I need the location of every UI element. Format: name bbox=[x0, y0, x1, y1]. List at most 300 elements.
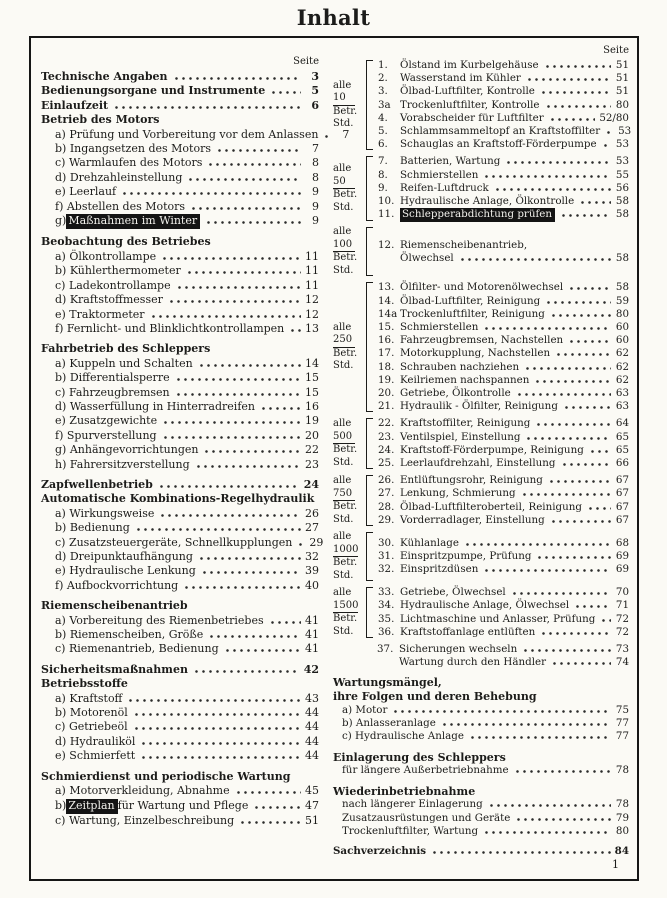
dot-leader bbox=[431, 851, 611, 854]
entry-label: Getriebe, Ölwechsel bbox=[400, 586, 506, 599]
interval-items bbox=[378, 537, 629, 577]
dot-leader bbox=[203, 450, 301, 453]
toc-subentry bbox=[41, 458, 319, 472]
item-number: 13. bbox=[378, 281, 395, 294]
page-ref: 5 bbox=[311, 84, 319, 98]
page-ref: 73 bbox=[615, 642, 629, 655]
entry-label: a) Ölkontrollampe bbox=[55, 249, 157, 263]
entry-label: a) Wirkungsweise bbox=[55, 506, 155, 520]
item-number: 36. bbox=[378, 625, 395, 638]
heading-line: Riemenscheibenantrieb bbox=[41, 599, 188, 613]
page-ref: 14 bbox=[305, 356, 319, 370]
dot-leader bbox=[121, 192, 301, 195]
maintenance-item bbox=[377, 643, 629, 656]
item-number: 28. bbox=[378, 500, 395, 513]
maintenance-item bbox=[378, 125, 632, 138]
entry-label: c) Warmlaufen des Motors bbox=[55, 156, 203, 170]
maintenance-items bbox=[377, 643, 629, 669]
page-ref: 26 bbox=[305, 506, 319, 520]
dot-leader bbox=[323, 135, 331, 138]
page-ref: 65 bbox=[615, 443, 629, 456]
entry-label: e) Schmierfett bbox=[55, 749, 136, 763]
entry-label: Zusatzausrüstungen und Geräte bbox=[342, 811, 511, 824]
item-number: 10. bbox=[378, 195, 395, 208]
interval-label bbox=[333, 163, 366, 214]
entry-label: a) Motorverkleidung, Abnahme bbox=[55, 784, 230, 798]
toc-subentry bbox=[41, 357, 319, 371]
interval-label-line: Std. bbox=[333, 118, 354, 130]
seite-column-header-left: Seite bbox=[293, 56, 319, 67]
entry-label: Bedienungsorgane und Instrumente bbox=[41, 84, 266, 98]
maintenance-item bbox=[378, 334, 629, 347]
maintenance-item bbox=[378, 586, 629, 599]
interval-label-line: 1000 bbox=[333, 544, 358, 558]
dot-leader bbox=[551, 662, 611, 665]
dot-leader bbox=[579, 201, 611, 204]
page-ref: 62 bbox=[615, 373, 629, 386]
two-column-layout bbox=[39, 43, 632, 879]
page-ref: 67 bbox=[615, 474, 629, 487]
section-heading bbox=[41, 342, 319, 356]
entry-label: Trockenluftfilter, Reinigung bbox=[400, 307, 545, 320]
entry-label: Schmierstellen bbox=[400, 321, 479, 334]
toc-entry-bold bbox=[41, 663, 319, 677]
toc-subentry bbox=[41, 720, 319, 734]
dot-leader bbox=[270, 91, 301, 94]
entry-label: b) Motorenöl bbox=[55, 706, 128, 720]
toc-subentry bbox=[41, 735, 319, 749]
page-ref: 12 bbox=[305, 307, 319, 321]
dot-leader bbox=[511, 592, 611, 595]
entry-label: Zapfwellenbetrieb bbox=[41, 477, 153, 491]
entry-label: Ölfilter- und Motorenölwechsel bbox=[400, 281, 564, 294]
dot-leader bbox=[483, 175, 611, 178]
interval-label-line: Std. bbox=[333, 264, 354, 276]
section-heading bbox=[41, 599, 319, 613]
maintenance-item bbox=[378, 112, 629, 125]
interval-label bbox=[333, 80, 366, 131]
dot-leader bbox=[483, 569, 611, 572]
dot-leader bbox=[175, 393, 301, 396]
toc-subentry bbox=[41, 507, 319, 521]
page-ref: 44 bbox=[305, 706, 319, 720]
dot-leader bbox=[515, 818, 611, 821]
item-number: 12. bbox=[378, 238, 395, 251]
entry-label: Vorabscheider für Luftfilter bbox=[400, 111, 544, 124]
page-ref: 66 bbox=[615, 457, 629, 470]
page-ref: 11 bbox=[305, 264, 319, 278]
interval-label-line: Std. bbox=[333, 201, 354, 213]
toc-right-column bbox=[333, 43, 632, 879]
page-ref: 52/80 bbox=[599, 111, 629, 124]
interval-label-line: 750 bbox=[333, 488, 355, 502]
entry-label: Hydraulische Anlage, Ölwechsel bbox=[400, 599, 570, 612]
item-number: 4. bbox=[378, 111, 388, 124]
toc-subentry bbox=[333, 764, 629, 777]
maintenance-item bbox=[378, 308, 629, 321]
toc-subentry bbox=[41, 142, 319, 156]
interval-label-line: Betr. bbox=[333, 444, 358, 456]
entry-label: f) Fernlicht- und Blinklichtkontrollampen bbox=[55, 321, 285, 335]
entry-label: a) Kuppeln und Schalten bbox=[55, 356, 193, 370]
toc-subentry bbox=[41, 371, 319, 385]
section-heading bbox=[41, 235, 319, 249]
maintenance-item bbox=[378, 501, 629, 514]
page-ref: 51 bbox=[615, 72, 629, 85]
entry-label: b) Ingangsetzen des Motors bbox=[55, 142, 211, 156]
toc-subentry bbox=[41, 564, 319, 578]
item-number: 26. bbox=[378, 474, 395, 487]
highlighted-text: Maßnahmen im Winter bbox=[66, 214, 200, 229]
dot-leader bbox=[224, 649, 301, 652]
dot-leader bbox=[560, 214, 611, 217]
seite-column-header-right: Seite bbox=[603, 45, 629, 56]
dot-leader bbox=[516, 393, 611, 396]
interval-label-line: alle bbox=[333, 418, 352, 430]
interval-label-line: Std. bbox=[333, 360, 354, 372]
page-ref: 53 bbox=[618, 125, 632, 138]
toc-subentry bbox=[41, 521, 319, 535]
page-ref: 80 bbox=[615, 98, 629, 111]
interval-items bbox=[378, 59, 632, 151]
toc-subentry bbox=[41, 250, 319, 264]
entry-label: a) Kraftstoff bbox=[55, 691, 123, 705]
entry-label: b) Differentialsperre bbox=[55, 371, 170, 385]
heading-line: Einlagerung des Schleppers bbox=[333, 750, 506, 764]
dot-leader bbox=[545, 105, 611, 108]
maintenance-item bbox=[378, 195, 629, 208]
toc-subentry bbox=[333, 798, 629, 811]
interval-label-line: 50 bbox=[333, 176, 355, 190]
entry-label: Leerlaufdrehzahl, Einstellung bbox=[400, 457, 556, 470]
page-ref: 60 bbox=[615, 321, 629, 334]
page-ref: 8 bbox=[312, 156, 319, 170]
toc-subentry bbox=[41, 200, 319, 214]
page-ref: 72 bbox=[615, 625, 629, 638]
entry-label: c) Ladekontrollampe bbox=[55, 278, 171, 292]
page-ref: 69 bbox=[615, 549, 629, 562]
dot-leader bbox=[216, 149, 301, 152]
page-ref: 64 bbox=[615, 417, 629, 430]
maintenance-item bbox=[378, 474, 629, 487]
interval-label-line: alle bbox=[333, 321, 352, 333]
page-ref: 42 bbox=[303, 662, 319, 676]
interval-label-line: alle bbox=[333, 475, 352, 487]
interval-label-line: alle bbox=[333, 531, 352, 543]
dot-leader bbox=[193, 670, 300, 673]
page-ref: 51 bbox=[615, 85, 629, 98]
group-brace-icon bbox=[366, 475, 373, 526]
toc-subentry bbox=[41, 749, 319, 763]
interval-label-line: Betr. bbox=[333, 501, 358, 513]
page-ref: 24 bbox=[303, 477, 319, 491]
entry-label: Schauglas an Kraftstoff-Förderpumpe bbox=[400, 138, 597, 151]
maintenance-item bbox=[378, 550, 629, 563]
entry-label: Kraftstoffilter, Reinigung bbox=[400, 417, 531, 430]
page-ref: 62 bbox=[615, 347, 629, 360]
item-number: 24. bbox=[378, 443, 395, 456]
page-ref: 29 bbox=[309, 535, 324, 549]
maintenance-item bbox=[378, 400, 629, 413]
entry-label: Ventilspiel, Einstellung bbox=[400, 430, 521, 443]
toc-subentry bbox=[41, 156, 319, 170]
dot-leader bbox=[464, 543, 611, 546]
interval-label bbox=[333, 531, 366, 582]
item-number: 16. bbox=[378, 334, 395, 347]
dot-leader bbox=[168, 300, 301, 303]
interval-label-line: Betr. bbox=[333, 189, 358, 201]
dot-leader bbox=[534, 380, 611, 383]
interval-label-line: 500 bbox=[333, 431, 355, 445]
entry-label: Hydraulik - Ölfilter, Reinigung bbox=[400, 400, 558, 413]
section-heading bbox=[333, 676, 629, 704]
dot-leader bbox=[161, 257, 301, 260]
page-ref: 23 bbox=[305, 457, 319, 471]
dot-leader bbox=[269, 621, 301, 624]
maintenance-item bbox=[378, 457, 629, 470]
entry-label: Ölstand im Kurbelgehäuse bbox=[400, 59, 539, 71]
dot-leader bbox=[469, 736, 611, 739]
interval-label-line: Std. bbox=[333, 513, 354, 525]
interval-group bbox=[333, 531, 629, 582]
item-number: 20. bbox=[378, 387, 395, 400]
interval-label-line: Betr. bbox=[333, 105, 358, 117]
dot-leader bbox=[198, 557, 301, 560]
maintenance-item bbox=[378, 169, 629, 182]
interval-label bbox=[333, 418, 366, 469]
toc-entry-bold bbox=[41, 70, 319, 84]
entry-label: Vorderradlager, Einstellung bbox=[400, 513, 545, 526]
interval-items bbox=[378, 155, 629, 222]
dot-leader bbox=[183, 586, 301, 589]
entry-label: Sicherungen wechseln bbox=[399, 642, 518, 655]
section-heading bbox=[333, 751, 629, 765]
entry-label: Fahrzeugbremsen, Nachstellen bbox=[400, 334, 564, 347]
toc-subentry bbox=[41, 264, 319, 278]
toc-subentry bbox=[333, 717, 629, 730]
entry-label: Hydraulische Anlage, Ölkontrolle bbox=[400, 195, 575, 208]
item-number: 19. bbox=[378, 373, 395, 386]
toc-subentry bbox=[333, 730, 629, 743]
item-number: 7. bbox=[378, 155, 388, 168]
page-ref: 7 bbox=[342, 127, 350, 141]
toc-subentry bbox=[41, 293, 319, 307]
dot-leader bbox=[555, 353, 611, 356]
page-ref: 75 bbox=[615, 703, 629, 716]
toc-subentry bbox=[41, 614, 319, 628]
entry-label: b) bbox=[55, 798, 67, 812]
entry-label: c) Zusatzsteuergeräte, Schnellkupplungen bbox=[55, 535, 293, 549]
page-ref: 78 bbox=[615, 798, 629, 811]
dot-leader bbox=[135, 528, 301, 531]
page-ref: 53 bbox=[615, 155, 629, 168]
maintenance-item bbox=[378, 99, 629, 112]
item-number: 17. bbox=[378, 347, 395, 360]
dot-leader bbox=[113, 106, 301, 109]
page-ref: 9 bbox=[312, 199, 319, 213]
heading-line: Wiederinbetriebnahme bbox=[333, 784, 476, 798]
page-ref: 13 bbox=[305, 321, 319, 335]
dot-leader bbox=[561, 463, 612, 466]
dot-leader bbox=[190, 207, 301, 210]
entry-label: Lichtmaschine und Anlasser, Prüfung bbox=[400, 612, 596, 625]
maintenance-item bbox=[378, 72, 629, 85]
item-number: 27. bbox=[378, 487, 395, 500]
toc-subentry bbox=[333, 704, 629, 717]
page-ref: 74 bbox=[615, 656, 629, 669]
dot-leader bbox=[201, 571, 301, 574]
page-ref: 20 bbox=[305, 428, 319, 442]
item-number: 18. bbox=[378, 360, 395, 373]
dot-leader bbox=[483, 327, 611, 330]
dot-leader bbox=[162, 436, 301, 439]
entry-label: f) Aufbockvorrichtung bbox=[55, 578, 179, 592]
dot-leader bbox=[133, 727, 301, 730]
item-number: 15. bbox=[378, 321, 395, 334]
heading-line: Wartungsmängel, bbox=[333, 676, 442, 690]
dot-leader bbox=[176, 286, 301, 289]
entry-label: g) bbox=[55, 214, 67, 228]
maintenance-item bbox=[378, 417, 629, 430]
heading-line: ihre Folgen und deren Behebung bbox=[333, 690, 537, 704]
maintenance-item bbox=[378, 347, 629, 360]
dot-leader bbox=[549, 118, 596, 121]
dot-leader bbox=[127, 699, 301, 702]
interval-label-line: alle bbox=[333, 587, 352, 598]
maintenance-item bbox=[378, 321, 629, 334]
interval-label-line: Betr. bbox=[333, 347, 358, 359]
page-title: Inhalt bbox=[296, 5, 371, 30]
page-ref: 63 bbox=[615, 387, 629, 400]
dot-leader bbox=[239, 821, 301, 824]
maintenance-item bbox=[378, 295, 629, 308]
interval-group bbox=[333, 226, 629, 277]
highlighted-text: Zeitplan bbox=[66, 799, 117, 814]
maintenance-item bbox=[378, 138, 629, 151]
page-ref: 51 bbox=[615, 59, 629, 71]
page-ref: 77 bbox=[615, 717, 629, 730]
interval-label bbox=[333, 475, 366, 526]
page-ref: 51 bbox=[305, 813, 319, 827]
item-number: 2. bbox=[378, 72, 388, 85]
interval-label-line: alle bbox=[333, 226, 352, 238]
interval-label bbox=[333, 226, 366, 277]
toc-subentry bbox=[41, 279, 319, 293]
dot-leader bbox=[140, 742, 301, 745]
entry-label: a) Prüfung und Vorbereitung vor dem Anlassen bbox=[55, 127, 319, 141]
toc-subentry bbox=[41, 706, 319, 720]
entry-label: Riemenscheibenantrieb, bbox=[400, 238, 528, 251]
entry-label: Einspritzdüsen bbox=[400, 563, 479, 576]
page-ref: 9 bbox=[312, 214, 319, 228]
interval-items bbox=[378, 239, 629, 265]
entry-label: c) Hydraulische Anlage bbox=[342, 730, 464, 743]
section-heading bbox=[41, 113, 319, 127]
page-ref: 41 bbox=[305, 642, 319, 656]
maintenance-item-cont bbox=[378, 252, 629, 265]
toc-subentry bbox=[333, 812, 629, 825]
item-number: 8. bbox=[378, 168, 388, 181]
interval-label-line: Betr. bbox=[333, 613, 358, 624]
toc-subentry bbox=[41, 414, 319, 428]
dot-leader bbox=[525, 437, 611, 440]
page-ref: 58 bbox=[615, 195, 629, 208]
page-ref: 67 bbox=[615, 513, 629, 526]
item-number: 3a bbox=[378, 98, 391, 111]
dot-leader bbox=[514, 770, 611, 773]
entry-label: nach längerer Einlagerung bbox=[342, 798, 483, 811]
toc-subentry bbox=[41, 628, 319, 642]
toc-subentry bbox=[41, 127, 350, 142]
interval-label-line: Std. bbox=[333, 625, 354, 637]
item-number: 25. bbox=[378, 457, 395, 470]
entry-label: e) Leerlauf bbox=[55, 185, 117, 199]
dot-leader bbox=[483, 831, 611, 834]
toc-subentry bbox=[41, 429, 319, 443]
page-ref: 6 bbox=[311, 98, 319, 112]
interval-items bbox=[378, 586, 629, 639]
entry-label: b) Riemenscheiben, Größe bbox=[55, 628, 204, 642]
entry-label: e) Zusatzgewichte bbox=[55, 414, 158, 428]
page-ref: 80 bbox=[615, 824, 629, 837]
maintenance-item bbox=[378, 239, 629, 252]
dot-leader bbox=[198, 364, 301, 367]
entry-label: Technische Angaben bbox=[41, 70, 168, 83]
group-brace-icon bbox=[366, 587, 373, 638]
page-ref: 78 bbox=[615, 764, 629, 777]
interval-label-line: alle bbox=[333, 79, 352, 91]
page-ref: 43 bbox=[305, 691, 319, 705]
entry-label: Reifen-Luftdruck bbox=[400, 181, 489, 194]
maintenance-item bbox=[378, 182, 629, 195]
group-brace-icon bbox=[366, 60, 373, 150]
dot-leader bbox=[536, 556, 611, 559]
toc-subentry bbox=[41, 386, 319, 400]
toc-right-list bbox=[333, 59, 632, 858]
dot-leader bbox=[173, 77, 301, 80]
interval-items bbox=[378, 474, 629, 527]
entry-label: für längere Außerbetriebnahme bbox=[342, 764, 509, 777]
dot-leader bbox=[186, 271, 301, 274]
entry-label: Ölbad-Luftfilteroberteil, Reinigung bbox=[400, 500, 582, 513]
page-ref: 77 bbox=[615, 730, 629, 743]
entry-label: f) Abstellen des Motors bbox=[55, 199, 186, 213]
heading-line: Automatische Kombinations-Regelhydraulik bbox=[41, 492, 315, 506]
page-ref: 62 bbox=[615, 360, 629, 373]
dot-leader bbox=[563, 406, 611, 409]
dot-leader bbox=[589, 450, 611, 453]
interval-label-line: alle bbox=[333, 163, 352, 175]
page-ref: 58 bbox=[615, 208, 629, 221]
dot-leader bbox=[568, 287, 611, 290]
maintenance-item bbox=[378, 85, 629, 98]
interval-label-line: Std. bbox=[333, 456, 354, 468]
page-ref: 60 bbox=[615, 334, 629, 347]
interval-label-line: 1500 bbox=[333, 600, 358, 614]
dot-leader bbox=[235, 791, 301, 794]
page-ref: 70 bbox=[615, 586, 629, 599]
heading-line: Betrieb des Motors bbox=[41, 113, 160, 127]
dot-leader bbox=[535, 423, 611, 426]
page-ref: 27 bbox=[305, 521, 319, 535]
dot-leader bbox=[488, 804, 611, 807]
page-ref: 22 bbox=[305, 443, 319, 457]
group-brace-icon bbox=[366, 532, 373, 581]
interval-label bbox=[333, 322, 366, 373]
dot-leader bbox=[524, 367, 611, 370]
heading-line: Beobachtung des Betriebes bbox=[41, 235, 211, 249]
maintenance-item bbox=[378, 374, 629, 387]
